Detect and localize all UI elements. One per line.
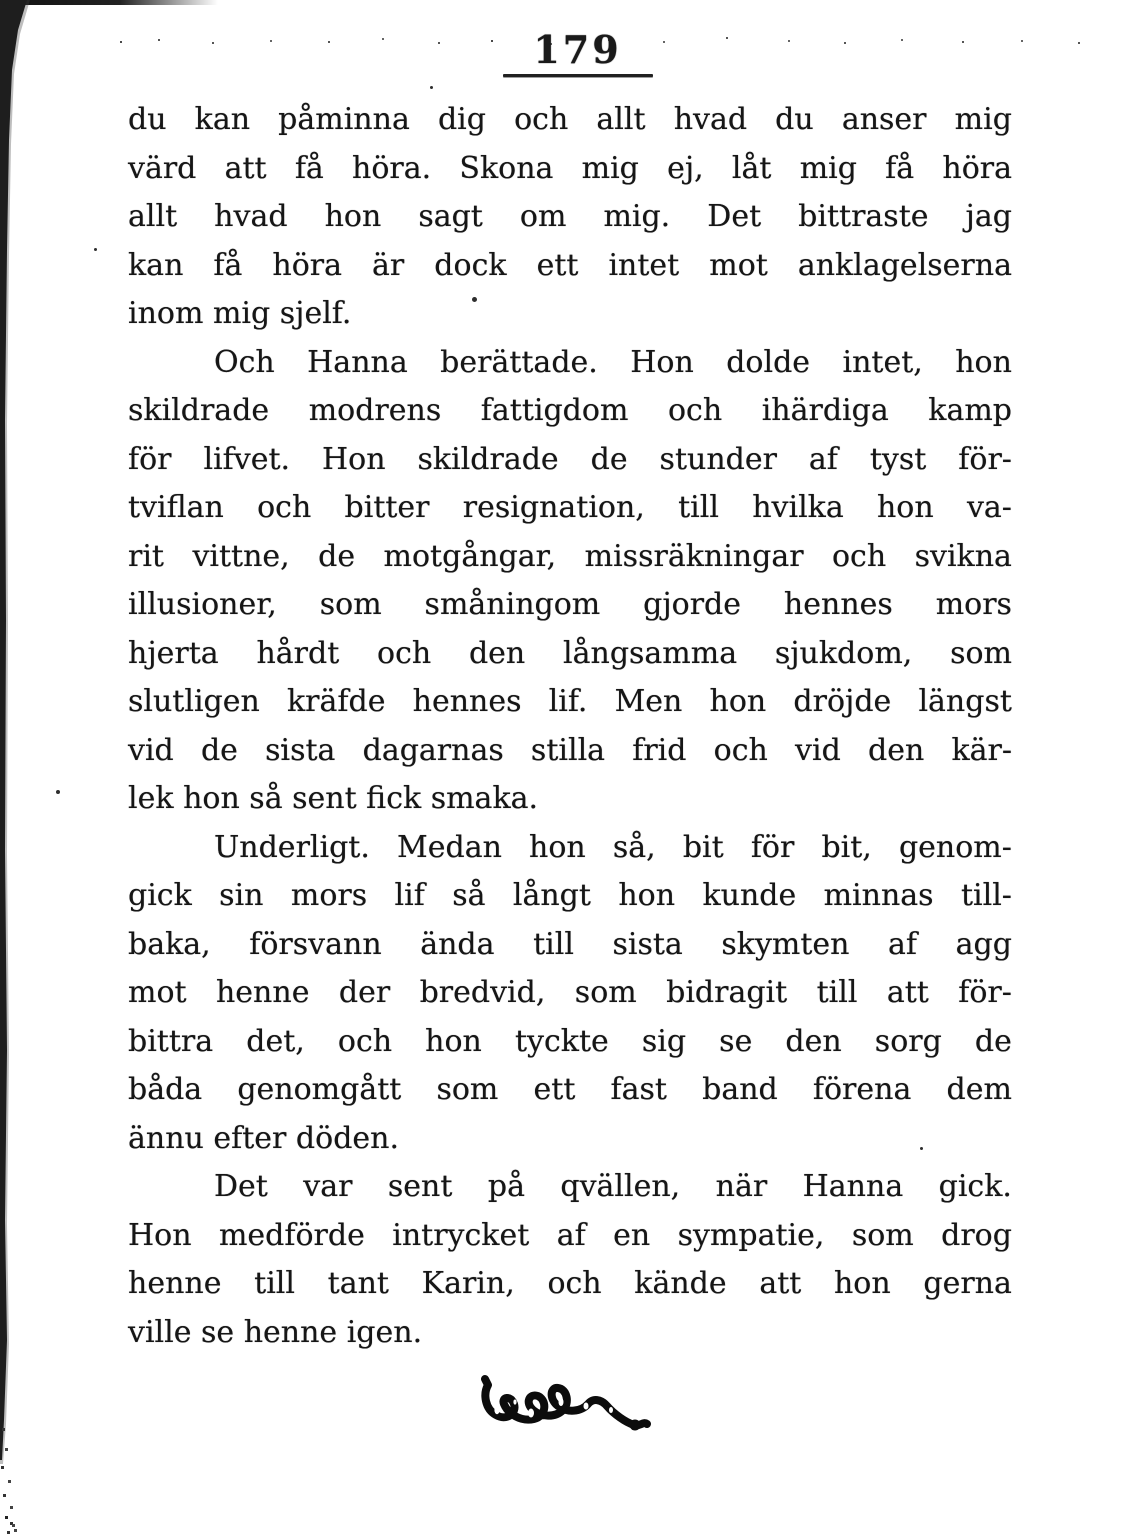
text-line: illusioner, som småningom gjorde hennes mors — [128, 587, 1012, 622]
text-line: baka, försvann ända till sista skymten af agg — [128, 926, 1012, 962]
text-line: rit vittne, de motgångar, missräkningar och svikna — [128, 538, 1012, 574]
scan-speck — [430, 86, 433, 89]
text-line: tviflan och bitter resignation, till hvilka hon va- — [128, 490, 1012, 525]
text-line: inom mig sjelf. — [128, 296, 352, 331]
text-line: Och Hanna berättade. Hon dolde intet, hon — [214, 344, 1012, 380]
text-line: kan få höra är dock ett intet mot anklagelserna — [128, 247, 1012, 283]
text-line: Underligt. Medan hon så, bit för bit, genom- — [214, 829, 1012, 865]
text-line: Det var sent på qvällen, när Hanna gick. — [214, 1169, 1012, 1204]
page-header — [470, 28, 685, 77]
scan-noise-bottom-left — [2, 1428, 5, 1431]
scan-speck — [56, 790, 60, 794]
text-line: skildrade modrens fattigdom och ihärdiga kamp — [128, 393, 1012, 428]
text-line: bittra det, och hon tyckte sig se den sorg de — [128, 1023, 1012, 1059]
text-block — [128, 96, 1012, 1357]
text-line: ville se henne igen. — [128, 1314, 423, 1350]
squiggle-ornament-icon — [480, 1372, 652, 1436]
text-line: allt hvad hon sagt om mig. Det bittraste jag — [128, 199, 1012, 234]
paragraph — [128, 1163, 1012, 1357]
page-number-underline — [503, 74, 653, 77]
text-line: du kan påminna dig och allt hvad du anser mig — [128, 102, 1012, 137]
text-line: vid de sista dagarnas stilla frid och vid den kär- — [128, 732, 1012, 768]
text-line: hjerta hårdt och den långsamma sjukdom, som — [128, 635, 1012, 671]
paragraph — [128, 339, 1012, 824]
text-line: Hon medförde intrycket af en sympatie, som drog — [128, 1217, 1012, 1253]
scan-left-edge-artifact — [0, 0, 32, 1536]
page-number: 179 — [533, 27, 622, 72]
text-line: gick sin mors lif så långt hon kunde minnas till- — [128, 878, 1012, 913]
text-line: henne till tant Karin, och kände att hon gerna — [128, 1266, 1012, 1301]
text-line: slutligen kräfde hennes lif. Men hon dröjde längst — [128, 684, 1012, 719]
text-line: båda genomgått som ett fast band förena dem — [128, 1072, 1012, 1107]
scan-noise-speckles — [120, 41, 122, 43]
text-line: för lifvet. Hon skildrade de stunder af tyst för- — [128, 441, 1012, 477]
text-line: mot henne der bredvid, som bidragit till att för- — [128, 975, 1012, 1010]
paragraph — [128, 824, 1012, 1164]
scan-top-edge-artifact — [0, 0, 218, 5]
scan-speck — [94, 248, 97, 251]
text-line: värd att få höra. Skona mig ej, låt mig få höra — [128, 150, 1012, 186]
text-line: lek hon så sent fick smaka. — [128, 781, 539, 816]
text-line: ännu efter döden. — [128, 1120, 400, 1156]
paragraph — [128, 96, 1012, 339]
